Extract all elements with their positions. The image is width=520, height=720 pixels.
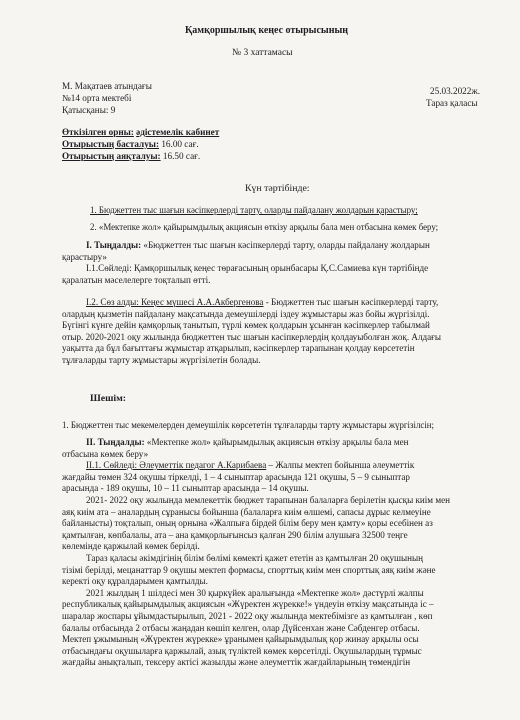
section-1-p1-line: қаралатын мәселелерге тоқталып өтті. — [62, 274, 211, 285]
school-name-line2: №14 орта мектебі — [62, 93, 132, 103]
start-value: 16.00 сағ. — [161, 139, 199, 149]
end-label: Отырыстың аяқталуы: — [62, 151, 161, 161]
section-2-p1-line: арасында - 189 оқушы, 10 – 11 сыныптар арасында – 14 оқушы. — [62, 483, 309, 494]
document-title: Қамқоршылық кеңес отырысының — [185, 25, 349, 36]
section-2-p4-line: отбасындағы оқушыларға қаржылай, азық түліктей көмек көрсетілді. Оқушылардың тұрмыс — [62, 645, 422, 656]
section-2 — [62, 437, 502, 669]
section-2-p2-line: қамтылған, көпбалалы, ата – ана қамқорлығынсыз қалған 290 білім алушыға 32500 теңге — [62, 529, 408, 540]
end-value: 16.50 сағ. — [162, 151, 201, 161]
decision-item-1: 1. Бюджеттен тыс мекемелерден демеушілік көрсететін тұлғаларды тарту жұмыстары жүргізілсін; — [62, 420, 435, 430]
section-1-speech — [62, 297, 502, 367]
section-1-heading-text: «Бюджеттен тыс шағын кәсіпкерлерді тарту, оларды пайдалану жолдарын — [143, 240, 430, 250]
place-value: әдістемелік кабинет — [136, 127, 220, 137]
meeting-place — [62, 127, 219, 138]
agenda-item-1: 1. Бюджеттен тыс шағын кәсіпкерлерді тарту, оларды пайдалану жолдарын қарастыру; — [90, 205, 418, 215]
section-2-p2-line: көлемінде қаржылай көмек берілді. — [62, 541, 200, 552]
section-2-p4-line: Мектеп ұжымының «Жүректен жүрекке» ұранымен қайырымдылық қор жинау арқылы осы — [62, 634, 419, 645]
meeting-date: 25.03.2022ж. — [430, 86, 480, 96]
speech-line: тұлғаларды тарту жұмыстары жүргізілетін болады. — [62, 354, 261, 365]
speech-line: уақытта да бұл бағыттағы жұмыстар атқарылып, кәсіпкерлер тарапынан қолдау көрсететін — [62, 343, 415, 354]
meeting-end — [62, 151, 200, 162]
attendance-count: Қатысқаны: 9 — [62, 105, 116, 115]
section-2-speaker-label: ІІ.1. Сөйледі: Әлеуметтік педагог А.Карибаева — [86, 460, 267, 471]
section-2-p3-line: Тараз қаласы әкімдігінің білім бөлімі көмекті қажет ететін аз қамтылған 20 оқушының — [86, 552, 423, 563]
section-2-p3-line: керекті оқу құралдарымен қамтылды. — [62, 576, 208, 587]
section-2-p4-line: шаралар жоспары ұйымдастырылып, 2021 - 2022 оқу жылында мектебімізге аз қамтылған , көп — [62, 610, 433, 621]
section-2-heading — [62, 437, 502, 449]
section-2-p1-line: жағдайы төмен 324 оқушы тіркелді, 1 – 4 сыныптар арасында 121 оқушы, 5 – 9 сыныптар — [62, 471, 410, 482]
speech-line: олардың қызметін пайдалану мақсатында демеушілерді іздеу жұмыстары жаз бойы жүргізілді. — [62, 308, 430, 319]
speech-line: Бүгінгі күнге дейін қамқорлық танытып, түрлі көмек қолдарын ұсынған кәсіпкерлер табылмай — [62, 320, 430, 331]
section-2-heading-label: ІІ. Тыңдалды: — [86, 437, 145, 447]
section-1-heading-cont: қарастыру» — [62, 251, 107, 262]
meeting-city: Тараз қаласы — [426, 98, 478, 108]
school-name-line1: М. Мақатаев атындағы — [62, 81, 152, 91]
speech-first-line — [62, 297, 502, 309]
section-2-p4-line: жағдайы анықталып, тексеру актісі жазылды және әлеуметтік жағдайларының төмендігін — [62, 657, 411, 668]
section-1 — [62, 240, 502, 286]
agenda-item-2: 2. «Мектепке жол» қайырымдылық акциясын өткізу арқылы бала мен отбасына көмек беру; — [90, 222, 439, 232]
speech-line: отыр. 2020-2021 оқу жылында бюджеттен тыс шағын кәсіпкерлердің қолдауыболған жоқ. Алдағы — [62, 331, 441, 342]
section-2-p4-line: 2021 жылдың 1 шілдесі мен 30 қыркүйек аралығында «Мектепке жол» дәстүрлі жалпы — [86, 587, 424, 598]
section-2-p2-line: аяқ киім ата – аналардың сұранысы бойынша (балаларға киім өлшемі, сапасы дұрыс келмеуіне — [62, 506, 431, 517]
section-2-heading-text: «Мектепке жол» қайырымдылық акциясын өткізу арқылы бала мен — [146, 437, 409, 447]
section-1-heading — [62, 240, 502, 252]
section-2-p2-line: 2021- 2022 оқу жылында мемлекеттік бюджет тарапынан балаларға берілетін қысқы киім мен — [86, 494, 450, 505]
speaker-label: І.2. Сөз алды: Кеңес мүшесі А.А.Акбергенова — [86, 297, 264, 307]
section-2-p4-line: балалы отбасында 2 отбасы жаңадан көшіп келген, олар Дүйсенхан және Сәбденгер отбасы. — [62, 622, 420, 633]
section-1-heading-label: І. Тыңдалды: — [86, 240, 142, 250]
section-2-p1-text: – Жалпы мектеп бойынша әлеуметтік — [266, 460, 415, 471]
protocol-number: № 3 хаттамасы — [232, 48, 293, 58]
agenda-title: Күн тәртібінде: — [245, 183, 310, 194]
decision-title: Шешім: — [90, 393, 127, 404]
section-2-p4-line: республикалық қайырымдылық акциясын «Жүректен жүрекке!» үндеуін өткізу мақсатында іс – — [62, 599, 434, 610]
meeting-start — [62, 139, 199, 150]
section-2-p2-line: байланысты) тоқталып, оның орнына «Жалпыға бірдей білім беру мен қамту» қоры есебінен аз — [62, 518, 433, 529]
place-label: Өткізілген орны: — [62, 127, 134, 137]
section-2-heading-cont: отбасына көмек беру» — [62, 448, 149, 459]
speech-text: - Бюджеттен тыс шағын кәсіпкерлерді тарту, — [263, 297, 439, 307]
section-2-p3-line: тізімі берілді, мецанаттар 9 оқушы мектеп формасы, спорттық киім мен спорттық аяқ киім және — [62, 564, 436, 575]
section-2-p1-first — [62, 460, 502, 472]
section-1-p1-line: І.1.Сөйледі: Қамқоршылық кеңес төрағасының орынбасары Қ.С.Самиева күн тәртібінде — [86, 263, 429, 274]
start-label: Отырыстың басталуы: — [62, 139, 160, 149]
